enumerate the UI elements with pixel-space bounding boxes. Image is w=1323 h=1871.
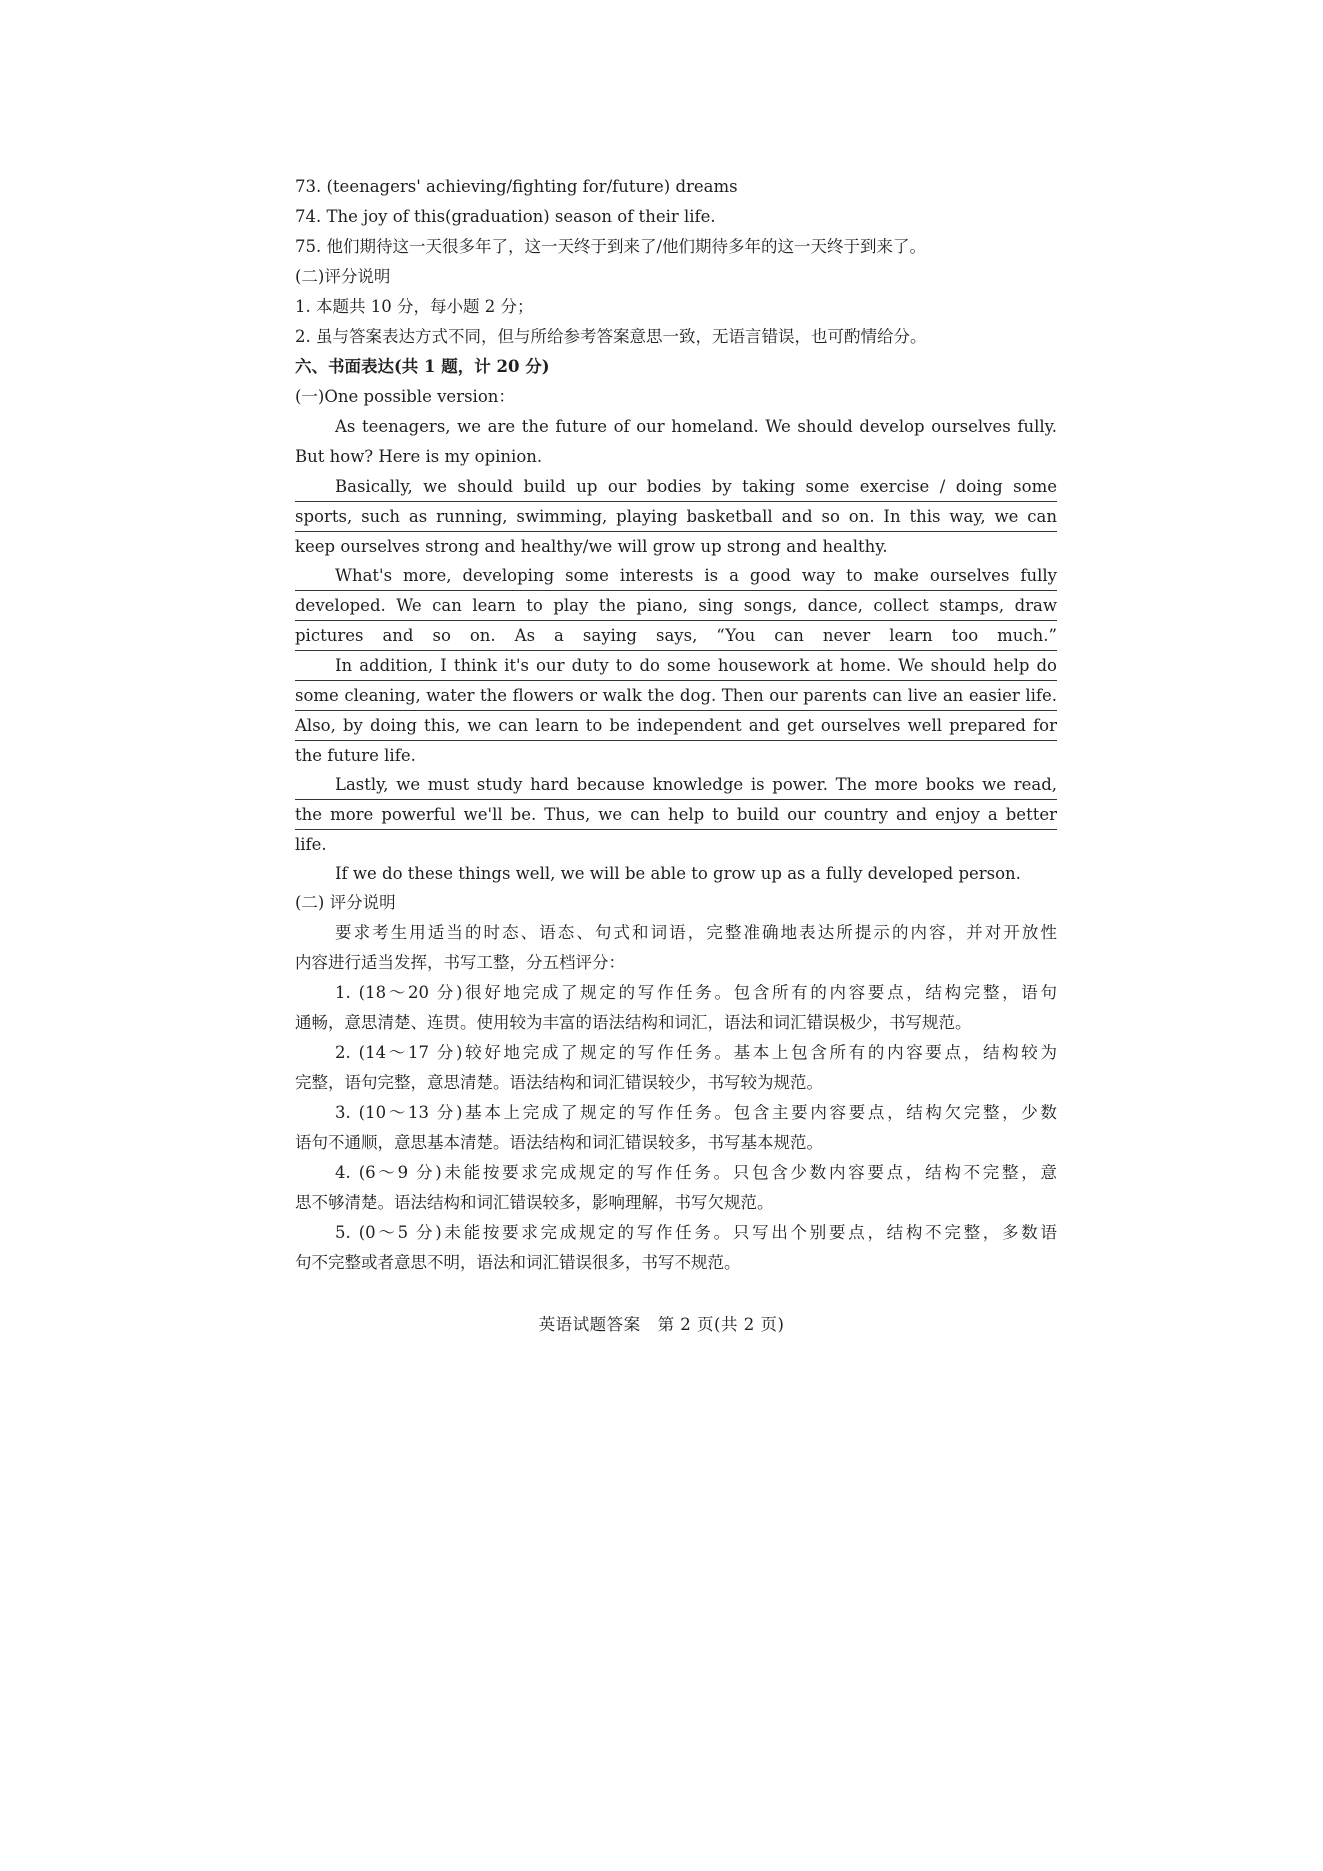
scoring-req-line-1: 要求考生用适当的时态、语态、句式和词语，完整准确地表达所提示的内容，并对开放性: [335, 923, 1057, 942]
answer-sheet-page: [295, 172, 1057, 1278]
essay-p3-line-3: Also, by doing this, we can learn to be independent and get ourselves well prepared for: [295, 711, 1057, 741]
essay-p2-line-3: pictures and so on. As a saying says, “You can never learn too much.”: [295, 621, 1057, 651]
essay-p2-line-1: What's more, developing some interests is a good way to make ourselves fully: [295, 561, 1057, 591]
essay-p4-line-2: the more powerful we'll be. Thus, we can help to build our country and enjoy a better: [295, 800, 1057, 830]
scoring-heading-1: (二)评分说明: [295, 267, 391, 286]
essay-intro-line-1: As teenagers, we are the future of our homeland. We should develop ourselves fully.: [335, 417, 1057, 436]
essay-body: [295, 472, 1057, 888]
essay-p3-line-2: some cleaning, water the flowers or walk the dog. Then our parents can live an easier life.: [295, 681, 1057, 711]
essay-p4-line-3: [295, 830, 1057, 859]
grade-5-line-1: 5. (0～5 分)未能按要求完成规定的写作任务。只写出个别要点，结构不完整，多数语: [335, 1223, 1057, 1242]
answer-74: 74. The joy of this(graduation) season of their life.: [295, 207, 716, 226]
grade-2-line-2: 完整，语句完整，意思清楚。语法结构和词汇错误较少，书写较为规范。: [295, 1073, 823, 1092]
essay-p1-line-3-text: keep ourselves strong and healthy/we will grow up strong and healthy.: [295, 533, 888, 561]
essay-p4-line-3-text: life.: [295, 831, 327, 859]
scoring-heading-2: (二) 评分说明: [295, 893, 396, 912]
scoring-rule-1: 1. 本题共 10 分，每小题 2 分；: [295, 297, 534, 316]
essay-p3-line-4: [295, 741, 1057, 770]
scoring-rule-2: 2. 虽与答案表达方式不同，但与所给参考答案意思一致，无语言错误，也可酌情给分。: [295, 327, 927, 346]
scoring-req-line-2: 内容进行适当发挥，书写工整，分五档评分：: [295, 953, 625, 972]
grade-5-line-2: 句不完整或者意思不明，语法和词汇错误很多，书写不规范。: [295, 1253, 741, 1272]
grade-1-line-2: 通畅，意思清楚、连贯。使用较为丰富的语法结构和词汇，语法和词汇错误极少，书写规范。: [295, 1013, 972, 1032]
grade-4-line-2: 思不够清楚。语法结构和词汇错误较多，影响理解，书写欠规范。: [295, 1193, 774, 1212]
answer-73: 73. (teenagers' achieving/fighting for/future) dreams: [295, 177, 738, 196]
section-6-title: 六、书面表达(共 1 题，计 20 分): [295, 357, 550, 376]
essay-p1-line-3: [295, 532, 1057, 561]
essay-intro-line-2: But how? Here is my opinion.: [295, 447, 543, 466]
essay-p4-line-1: Lastly, we must study hard because knowledge is power. The more books we read,: [295, 770, 1057, 800]
essay-conclusion-text: If we do these things well, we will be able to grow up as a fully developed person.: [335, 860, 1021, 888]
essay-p3-line-1: In addition, I think it's our duty to do some housework at home. We should help do: [295, 651, 1057, 681]
essay-p1-line-1: Basically, we should build up our bodies by taking some exercise / doing some: [295, 472, 1057, 502]
grade-3-line-1: 3. (10～13 分)基本上完成了规定的写作任务。包含主要内容要点，结构欠完整，少数: [335, 1103, 1057, 1122]
grade-3-line-2: 语句不通顺，意思基本清楚。语法结构和词汇错误较多，书写基本规范。: [295, 1133, 823, 1152]
grade-4-line-1: 4. (6～9 分)未能按要求完成规定的写作任务。只包含少数内容要点，结构不完整，意: [335, 1163, 1057, 1182]
grade-1-line-1: 1. (18～20 分)很好地完成了规定的写作任务。包含所有的内容要点，结构完整，语句: [335, 983, 1057, 1002]
essay-p3-line-4-text: the future life.: [295, 742, 416, 770]
essay-conclusion: [295, 859, 1057, 888]
essay-p2-line-2: developed. We can learn to play the piano, sing songs, dance, collect stamps, draw: [295, 591, 1057, 621]
essay-p1-line-2: sports, such as running, swimming, playing basketball and so on. In this way, we can: [295, 502, 1057, 532]
grade-2-line-1: 2. (14～17 分)较好地完成了规定的写作任务。基本上包含所有的内容要点，结构较为: [335, 1043, 1057, 1062]
page-footer: 英语试题答案 第 2 页(共 2 页): [538, 1315, 785, 1334]
version-label: (一)One possible version：: [295, 387, 515, 406]
answer-75: 75. 他们期待这一天很多年了，这一天终于到来了/他们期待多年的这一天终于到来了。: [295, 237, 927, 256]
